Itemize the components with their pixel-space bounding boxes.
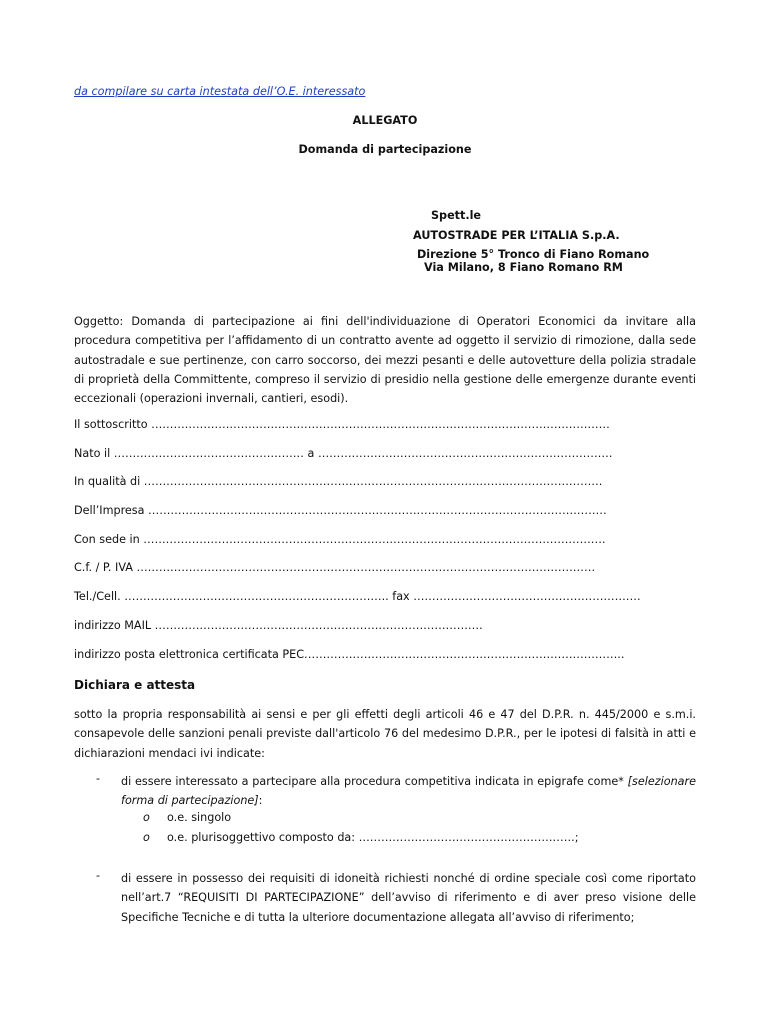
section-heading: Dichiara e attesta (74, 678, 196, 692)
applicant-fields (74, 418, 641, 676)
bullet-interest (121, 772, 696, 811)
bullet-dash: - (96, 869, 101, 882)
recipient-address: Via Milano, 8 Fiano Romano RM (424, 261, 623, 274)
option-singolo[interactable] (143, 811, 231, 824)
field-qualita[interactable]: In qualità di …………………………………………………………………………………………………………… (74, 475, 603, 489)
subject-paragraph: Oggetto: Domanda di partecipazione ai fini dell'individuazione di Operatori Economici da invitare alla procedura competitiva per l’affidamento di un contratto avente ad oggetto il servizio di rimozione, dalla sede autostradale e sue pertinenze, con carro soccorso, dei mezzi pesanti e delle autovetture della polizia stradale di proprietà della Committente, compreso il servizio di presidio nella gestione delle emergenze durante eventi eccezionali (operazioni invernali, cantieri, esodi). (74, 315, 696, 406)
document-subtitle: Domanda di partecipazione (298, 143, 472, 156)
field-sottoscritto[interactable]: Il sottoscritto …………………………………………………………………………………………………………… (74, 418, 610, 431)
field-impresa[interactable]: Dell’Impresa …………………………………………………………………………………………………………… (74, 504, 607, 518)
declaration-paragraph: sotto la propria responsabilità ai sensi e per gli effetti degli articoli 46 e 47 del D.P.R. n. 445/2000 e s.m.i. consapevole delle sanzioni penali previste dall'articolo 76 del medesimo D.P.R., per le ipotesi di falsità in atti e dichiarazioni mendaci ivi indicate: (74, 708, 696, 760)
field-pec[interactable]: indirizzo posta elettronica certificata PEC………………………………………………………………………….. (74, 647, 625, 661)
bullet-dash: - (96, 772, 101, 785)
bullet-requirements: di essere in possesso dei requisiti di idoneità richiesti nonché di ordine speciale così come riportato nell’art.7 “REQUISITI DI PARTECIPAZIONE” dell’avviso di riferimento e di aver preso visione delle Specifiche Tecniche e di tutta la ulteriore documentazione allegata all’avviso di riferimento; (121, 872, 696, 924)
option-marker: o (143, 831, 150, 844)
recipient-salutation: Spett.le (431, 209, 482, 222)
field-cf-piva[interactable]: C.f. / P. IVA …………………………………………………………………………………………………………… (74, 561, 596, 575)
option-singolo-label: o.e. singolo (167, 811, 232, 824)
option-marker: o (143, 811, 150, 824)
bullet-interest-text: di essere interessato a partecipare alla procedura competitiva indicata in epigrafe come* (121, 775, 624, 788)
recipient-department: Direzione 5° Tronco di Fiano Romano (417, 248, 650, 261)
field-nato[interactable]: Nato il …………………………………………… a ……………………………………………………………………. (74, 446, 613, 460)
field-mail[interactable]: indirizzo MAIL ……………………………………………………………………………. (74, 618, 483, 632)
recipient-company: AUTOSTRADE PER L’ITALIA S.p.A. (413, 229, 620, 242)
letterhead-note: da compilare su carta intestata dell’O.E. interessato (74, 85, 366, 98)
participation-form-placeholder: [selezionare forma di partecipazione] (121, 775, 696, 808)
option-plurisoggettivo-label: o.e. plurisoggettivo composto da: ………………………………………………….; (167, 831, 579, 844)
bullet-interest-colon: : (258, 794, 263, 808)
field-tel-fax[interactable]: Tel./Cell. …………………………………………………………….. fax ……………………………………………………. (74, 590, 641, 604)
field-sede[interactable]: Con sede in ……………………………………………………………………………………………………………. (74, 532, 606, 546)
option-plurisoggettivo[interactable] (143, 831, 579, 844)
document-title: ALLEGATO (352, 114, 418, 127)
